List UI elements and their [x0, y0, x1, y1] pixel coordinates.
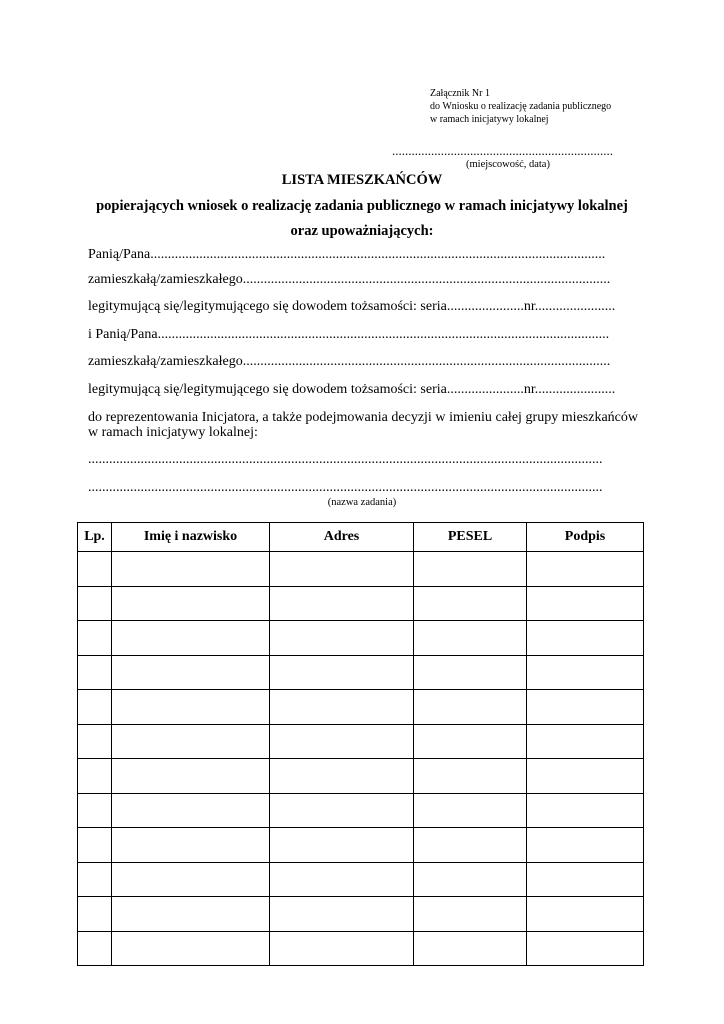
table-row [78, 690, 644, 725]
cell-name[interactable] [112, 690, 270, 725]
cell-signature[interactable] [527, 897, 644, 932]
table-row [78, 793, 644, 828]
person2-name-field[interactable]: i Panią/Pana................................................................................................................................. [88, 327, 610, 342]
cell-name[interactable] [112, 897, 270, 932]
cell-lp[interactable] [78, 897, 112, 932]
cell-name[interactable] [112, 931, 270, 966]
cell-pesel[interactable] [414, 759, 527, 794]
place-date-field[interactable]: .................................................................... [392, 143, 613, 158]
cell-lp[interactable] [78, 690, 112, 725]
person2-id-field[interactable]: legitymującą się/legitymującego się dowodem tożsamości: seria......................nr....................... [88, 382, 616, 397]
cell-lp[interactable] [78, 621, 112, 656]
cell-address[interactable] [270, 724, 414, 759]
table-row [78, 862, 644, 897]
header-address: Adres [270, 523, 414, 552]
cell-signature[interactable] [527, 586, 644, 621]
task-name-caption: (nazwa zadania) [327, 497, 397, 508]
cell-name[interactable] [112, 621, 270, 656]
cell-signature[interactable] [527, 793, 644, 828]
cell-pesel[interactable] [414, 931, 527, 966]
cell-address[interactable] [270, 690, 414, 725]
cell-lp[interactable] [78, 724, 112, 759]
person2-address-field[interactable]: zamieszkałą/zamieszkałego......................................................................................................... [88, 354, 611, 369]
residents-table [77, 522, 644, 966]
person1-name-field[interactable]: Panią/Pana.................................................................................................................................. [88, 247, 606, 262]
cell-lp[interactable] [78, 793, 112, 828]
table-row [78, 586, 644, 621]
cell-name[interactable] [112, 655, 270, 690]
cell-lp[interactable] [78, 862, 112, 897]
cell-name[interactable] [112, 793, 270, 828]
cell-address[interactable] [270, 793, 414, 828]
table-row [78, 552, 644, 587]
cell-lp[interactable] [78, 828, 112, 863]
cell-signature[interactable] [527, 655, 644, 690]
representation-text: do reprezentowania Inicjatora, a także podejmowania decyzji w imieniu całej grupy mieszkańców w ramach inicjatywy lokalnej: [88, 410, 638, 440]
cell-name[interactable] [112, 828, 270, 863]
task-name-line-2[interactable]: ................................................................................................................................................... [88, 480, 603, 495]
cell-pesel[interactable] [414, 724, 527, 759]
cell-signature[interactable] [527, 828, 644, 863]
cell-name[interactable] [112, 586, 270, 621]
cell-address[interactable] [270, 931, 414, 966]
cell-address[interactable] [270, 828, 414, 863]
cell-lp[interactable] [78, 759, 112, 794]
cell-name[interactable] [112, 724, 270, 759]
cell-name[interactable] [112, 552, 270, 587]
cell-signature[interactable] [527, 759, 644, 794]
cell-signature[interactable] [527, 724, 644, 759]
cell-pesel[interactable] [414, 586, 527, 621]
header-signature: Podpis [527, 523, 644, 552]
cell-lp[interactable] [78, 586, 112, 621]
cell-address[interactable] [270, 552, 414, 587]
cell-pesel[interactable] [414, 690, 527, 725]
header-lp: Lp. [78, 523, 112, 552]
annex-line-1: Załącznik Nr 1 [430, 88, 490, 99]
cell-lp[interactable] [78, 931, 112, 966]
cell-signature[interactable] [527, 690, 644, 725]
cell-signature[interactable] [527, 621, 644, 656]
header-pesel: PESEL [414, 523, 527, 552]
cell-name[interactable] [112, 759, 270, 794]
document-subtitle: popierających wniosek o realizację zadania publicznego w ramach inicjatywy lokalnej [96, 198, 628, 214]
table-row [78, 897, 644, 932]
cell-pesel[interactable] [414, 621, 527, 656]
table-row [78, 931, 644, 966]
annex-line-3: w ramach inicjatywy lokalnej [430, 114, 549, 125]
cell-pesel[interactable] [414, 828, 527, 863]
cell-address[interactable] [270, 655, 414, 690]
cell-address[interactable] [270, 759, 414, 794]
cell-signature[interactable] [527, 552, 644, 587]
document-title: LISTA MIESZKAŃCÓW [281, 172, 443, 188]
cell-pesel[interactable] [414, 552, 527, 587]
person1-address-field[interactable]: zamieszkałą/zamieszkałego......................................................................................................... [88, 272, 611, 287]
cell-pesel[interactable] [414, 793, 527, 828]
task-name-line-1[interactable]: ................................................................................................................................................... [88, 452, 603, 467]
cell-address[interactable] [270, 621, 414, 656]
table-row [78, 724, 644, 759]
document-subtitle-2: oraz upoważniających: [290, 223, 434, 239]
cell-address[interactable] [270, 897, 414, 932]
annex-line-2: do Wniosku o realizację zadania publicznego [430, 101, 612, 112]
cell-address[interactable] [270, 586, 414, 621]
table-row [78, 621, 644, 656]
table-row [78, 655, 644, 690]
cell-signature[interactable] [527, 862, 644, 897]
place-date-caption: (miejscowość, data) [466, 159, 550, 170]
cell-pesel[interactable] [414, 862, 527, 897]
header-name: Imię i nazwisko [112, 523, 270, 552]
table-row [78, 759, 644, 794]
cell-pesel[interactable] [414, 897, 527, 932]
table-header-row [78, 523, 644, 552]
cell-address[interactable] [270, 862, 414, 897]
table-row [78, 828, 644, 863]
cell-name[interactable] [112, 862, 270, 897]
table-body [78, 552, 644, 966]
person1-id-field[interactable]: legitymującą się/legitymującego się dowodem tożsamości: seria......................nr....................... [88, 299, 616, 314]
cell-signature[interactable] [527, 931, 644, 966]
cell-lp[interactable] [78, 655, 112, 690]
cell-pesel[interactable] [414, 655, 527, 690]
annex-note [430, 87, 611, 126]
cell-lp[interactable] [78, 552, 112, 587]
